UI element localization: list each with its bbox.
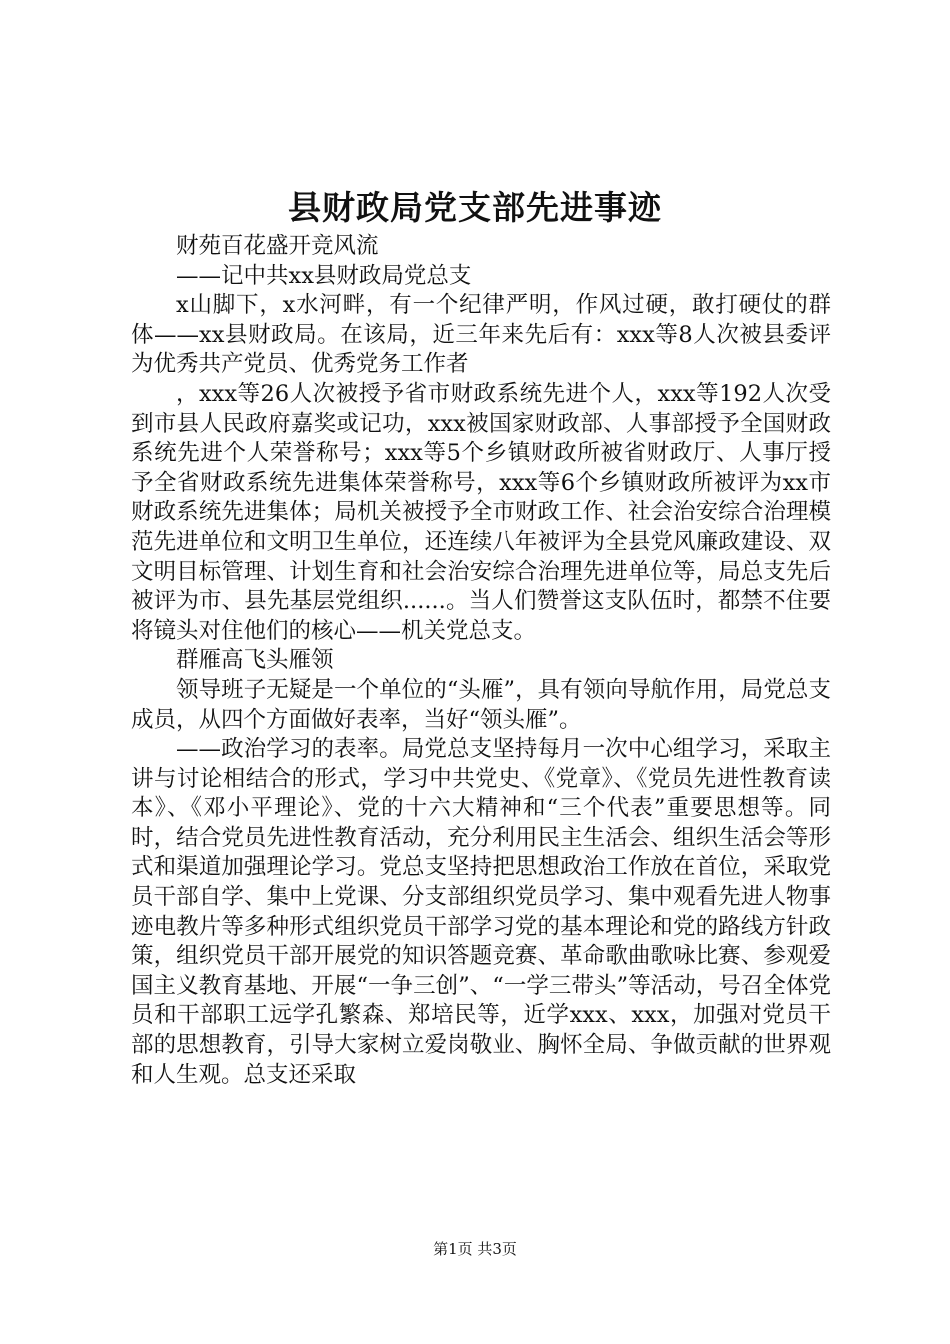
body-paragraph: x山脚下，x水河畔，有一个纪律严明，作风过硬，敢打硬仗的群体——xx县财政局。在该局，近三年来先后有：xxx等8人次被县委评为优秀共产党员、优秀党务工作者: [131, 292, 831, 378]
body-paragraph: ，xxx等26人次被授予省市财政系统先进个人，xxx等192人次受到市县人民政府嘉奖或记功，xxx被国家财政部、人事部授予全国财政系统先进个人荣誉称号；xxx等5个乡镇财政所被省财政厅、人事厅授予全省财政系统先进集体荣誉称号，xxx等6个乡镇财政所被评为xx市财政系统先进集体；局机关被授予全市财政工作、社会治安综合治理模范先进单位和文明卫生单位，还连续八年被评为全县党风廉政建设、双文明目标管理、计划生育和社会治安综合治理先进单位等，局总支先后被评为市、县先基层党组织......。当人们赞誉这支队伍时，都禁不住要将镜头对住他们的核心——机关党总支。: [131, 380, 831, 644]
document-title: 县财政局党支部先进事迹: [288, 188, 662, 227]
subtitle-dedication: ——记中共xx县财政局党总支: [176, 262, 472, 289]
document-body: [131, 232, 831, 1090]
body-paragraph: ——政治学习的表率。局党总支坚持每月一次中心组学习，采取主讲与讨论相结合的形式，学习中共党史、《党章》、《党员先进性教育读本》、《邓小平理论》、党的十六大精神和“三个代表”重要思想等。同时，结合党员先进性教育活动，充分利用民主生活会、组织生活会等形式和渠道加强理论学习。党总支坚持把思想政治工作放在首位，采取党员干部自学、集中上党课、分支部组织党员学习、集中观看先进人物事迹电教片等多种形式组织党员干部学习党的基本理论和党的路线方针政策，组织党员干部开展党的知识答题竞赛、革命歌曲歌咏比赛、参观爱国主义教育基地、开展“一争三创”、“一学三带头”等活动，号召全体党员和干部职工远学孔繁森、郑培民等，近学xxx、xxx，加强对党员干部的思想教育，引导大家树立爱岗敬业、胸怀全局、争做贡献的世界观和人生观。总支还采取: [131, 736, 831, 1088]
section-heading: 群雁高飞头雁领: [176, 647, 334, 674]
body-paragraph: 领导班子无疑是一个单位的“头雁”，具有领向导航作用，局党总支成员，从四个方面做好表率，当好“领头雁”。: [131, 676, 831, 733]
page-footer: 第1页 共3页: [433, 1240, 517, 1258]
subtitle: 财苑百花盛开竞风流: [176, 233, 379, 259]
